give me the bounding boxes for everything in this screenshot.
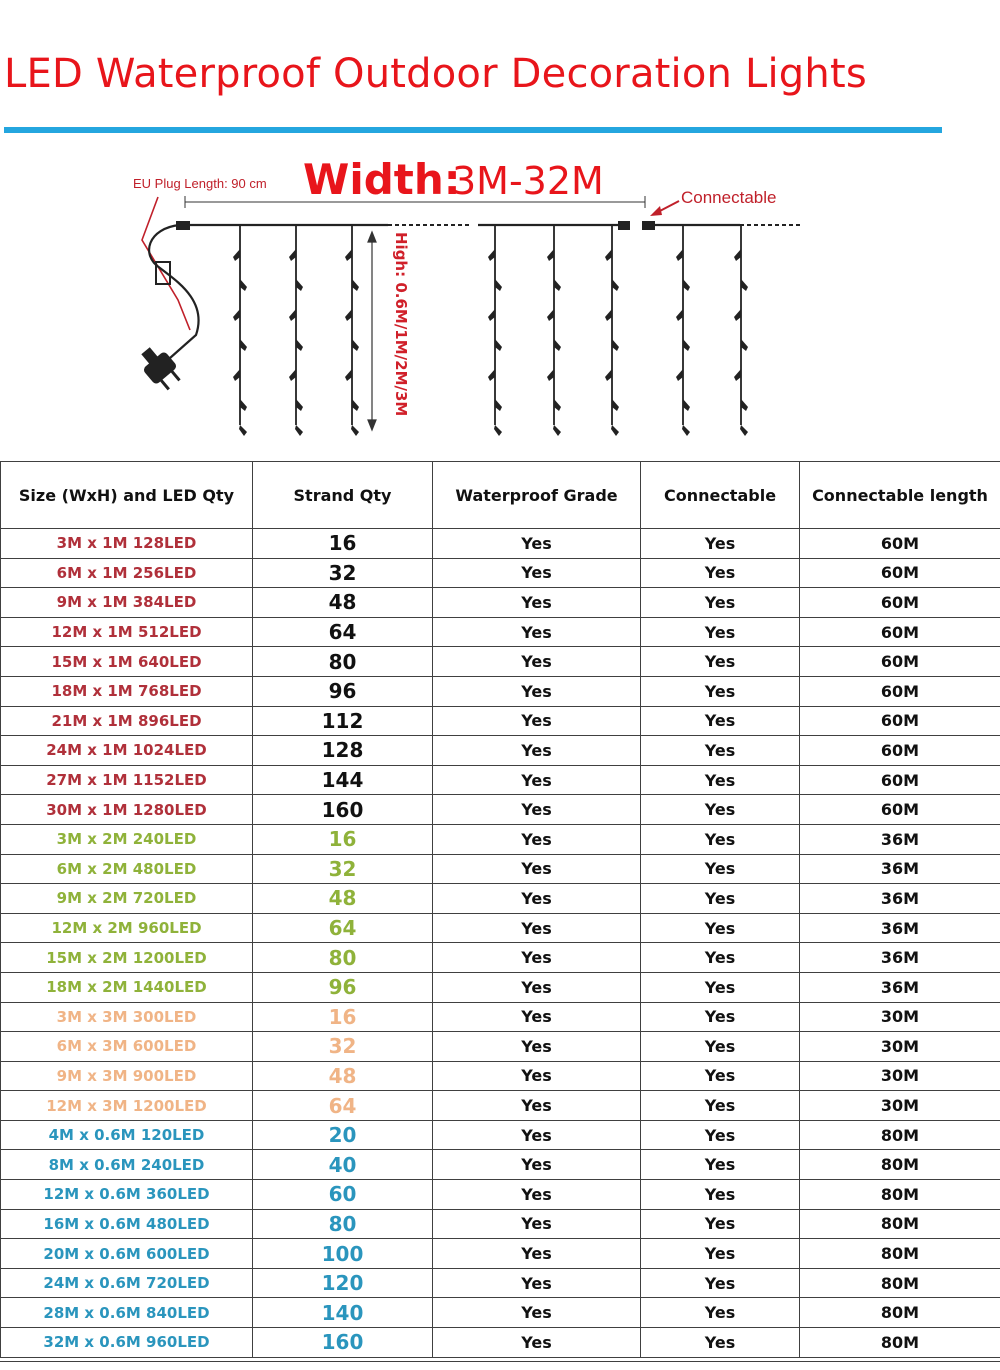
connectable-length-cell: 30M [800, 1032, 1000, 1062]
strand-qty-cell: 40 [253, 1150, 433, 1180]
table-row [1, 854, 1000, 884]
led-bulb-icon [488, 309, 495, 321]
table-row [1, 676, 1000, 706]
table-row [1, 1032, 1000, 1062]
waterproof-cell: Yes [433, 1180, 641, 1210]
led-bulb-icon [289, 249, 296, 261]
table-row [1, 588, 1000, 618]
plug-connector [176, 221, 190, 230]
led-bulb-icon [676, 369, 683, 381]
waterproof-cell: Yes [433, 558, 641, 588]
led-bulb-icon [289, 309, 296, 321]
waterproof-cell: Yes [433, 1091, 641, 1121]
strand-qty-cell: 32 [253, 558, 433, 588]
connectable-cell: Yes [641, 1091, 800, 1121]
connectable-cell: Yes [641, 617, 800, 647]
connectable-cell: Yes [641, 913, 800, 943]
led-bulb-icon [553, 425, 561, 436]
page-title: LED Waterproof Outdoor Decoration Lights [4, 48, 867, 100]
connectable-length-cell: 60M [800, 617, 1000, 647]
connectable-cell: Yes [641, 824, 800, 854]
strand-qty-cell: 64 [253, 1091, 433, 1121]
led-bulb-icon [352, 339, 359, 351]
connector-icon [618, 221, 655, 230]
connectable-length-cell: 60M [800, 736, 1000, 766]
power-cable [149, 225, 198, 358]
connectable-length-cell: 80M [800, 1298, 1000, 1328]
column-header-connectable-length: Connectable length [800, 462, 1000, 529]
strand-qty-cell: 140 [253, 1298, 433, 1328]
waterproof-cell: Yes [433, 1061, 641, 1091]
connectable-length-cell: 80M [800, 1180, 1000, 1210]
connectable-cell: Yes [641, 1061, 800, 1091]
strand-qty-cell: 144 [253, 765, 433, 795]
led-bulb-icon [345, 309, 352, 321]
connectable-cell: Yes [641, 765, 800, 795]
led-bulb-icon [612, 399, 619, 411]
connectable-cell: Yes [641, 588, 800, 618]
size-cell: 3M x 3M 300LED [1, 1002, 253, 1032]
size-cell: 8M x 0.6M 240LED [1, 1150, 253, 1180]
waterproof-cell: Yes [433, 765, 641, 795]
connectable-length-cell: 36M [800, 913, 1000, 943]
table-row [1, 1180, 1000, 1210]
connectable-cell: Yes [641, 529, 800, 559]
led-bulb-icon [240, 339, 247, 351]
strand-qty-cell: 80 [253, 1209, 433, 1239]
table-row [1, 617, 1000, 647]
led-bulb-icon [554, 399, 561, 411]
connectable-length-cell: 80M [800, 1209, 1000, 1239]
strand-qty-cell: 60 [253, 1180, 433, 1210]
led-bulb-icon [734, 249, 741, 261]
led-bulb-icon [741, 399, 748, 411]
connectable-length-cell: 60M [800, 529, 1000, 559]
table-row [1, 824, 1000, 854]
column-header-strand-qty: Strand Qty [253, 462, 433, 529]
connectable-cell: Yes [641, 1150, 800, 1180]
connectable-length-cell: 80M [800, 1120, 1000, 1150]
led-bulb-icon [352, 399, 359, 411]
led-bulb-icon [547, 309, 554, 321]
connectable-length-cell: 80M [800, 1150, 1000, 1180]
waterproof-cell: Yes [433, 1268, 641, 1298]
led-bulb-icon [611, 425, 619, 436]
led-bulb-icon [289, 369, 296, 381]
strand-qty-cell: 20 [253, 1120, 433, 1150]
strand-qty-cell: 16 [253, 824, 433, 854]
size-cell: 9M x 2M 720LED [1, 884, 253, 914]
table-row [1, 1298, 1000, 1328]
strand-qty-cell: 128 [253, 736, 433, 766]
led-bulb-icon [296, 279, 303, 291]
waterproof-cell: Yes [433, 1002, 641, 1032]
led-bulb-icon [683, 339, 690, 351]
table-row [1, 1061, 1000, 1091]
waterproof-cell: Yes [433, 1032, 641, 1062]
strand-qty-cell: 48 [253, 588, 433, 618]
table-row [1, 529, 1000, 559]
connectable-length-cell: 36M [800, 854, 1000, 884]
connectable-cell: Yes [641, 1120, 800, 1150]
table-row [1, 972, 1000, 1002]
size-cell: 4M x 0.6M 120LED [1, 1120, 253, 1150]
connectable-length-cell: 60M [800, 558, 1000, 588]
strand-qty-cell: 32 [253, 1032, 433, 1062]
size-cell: 16M x 0.6M 480LED [1, 1209, 253, 1239]
size-cell: 6M x 3M 600LED [1, 1032, 253, 1062]
waterproof-cell: Yes [433, 617, 641, 647]
column-header-size: Size (WxH) and LED Qty [1, 462, 253, 529]
led-bulb-icon [682, 425, 690, 436]
led-bulb-icon [547, 249, 554, 261]
waterproof-cell: Yes [433, 1150, 641, 1180]
led-bulb-icon [612, 279, 619, 291]
connectable-cell: Yes [641, 647, 800, 677]
size-cell: 15M x 1M 640LED [1, 647, 253, 677]
waterproof-cell: Yes [433, 1209, 641, 1239]
waterproof-cell: Yes [433, 676, 641, 706]
connectable-cell: Yes [641, 706, 800, 736]
size-cell: 27M x 1M 1152LED [1, 765, 253, 795]
led-bulb-icon [676, 249, 683, 261]
led-bulb-icon [605, 309, 612, 321]
connectable-length-cell: 60M [800, 647, 1000, 677]
led-bulb-icon [547, 369, 554, 381]
waterproof-cell: Yes [433, 1120, 641, 1150]
size-cell: 12M x 1M 512LED [1, 617, 253, 647]
waterproof-cell: Yes [433, 824, 641, 854]
strand-qty-cell: 112 [253, 706, 433, 736]
size-cell: 12M x 3M 1200LED [1, 1091, 253, 1121]
size-cell: 30M x 1M 1280LED [1, 795, 253, 825]
connectable-length-cell: 30M [800, 1061, 1000, 1091]
size-cell: 9M x 1M 384LED [1, 588, 253, 618]
strand-qty-cell: 48 [253, 884, 433, 914]
connectable-cell: Yes [641, 1180, 800, 1210]
strand-qty-cell: 64 [253, 617, 433, 647]
strand-qty-cell: 64 [253, 913, 433, 943]
connectable-length-cell: 80M [800, 1268, 1000, 1298]
led-bulb-icon [734, 369, 741, 381]
size-cell: 9M x 3M 900LED [1, 1061, 253, 1091]
connectable-label: Connectable [681, 188, 776, 207]
connectable-length-cell: 80M [800, 1239, 1000, 1269]
waterproof-cell: Yes [433, 529, 641, 559]
waterproof-cell: Yes [433, 1328, 641, 1358]
size-cell: 3M x 2M 240LED [1, 824, 253, 854]
table-row [1, 1120, 1000, 1150]
led-bulb-icon [494, 425, 502, 436]
led-bulb-icon [352, 279, 359, 291]
strand-qty-cell: 48 [253, 1061, 433, 1091]
connectable-length-cell: 60M [800, 588, 1000, 618]
connectable-length-cell: 60M [800, 765, 1000, 795]
connectable-cell: Yes [641, 884, 800, 914]
size-cell: 15M x 2M 1200LED [1, 943, 253, 973]
waterproof-cell: Yes [433, 854, 641, 884]
led-bulb-icon [296, 339, 303, 351]
size-cell: 20M x 0.6M 600LED [1, 1239, 253, 1269]
waterproof-cell: Yes [433, 1298, 641, 1328]
led-bulb-icon [240, 399, 247, 411]
strand-qty-cell: 100 [253, 1239, 433, 1269]
strand-qty-cell: 96 [253, 972, 433, 1002]
connectable-length-cell: 60M [800, 706, 1000, 736]
strand-qty-cell: 16 [253, 1002, 433, 1032]
connectable-cell: Yes [641, 1328, 800, 1358]
led-bulb-icon [239, 425, 247, 436]
connectable-length-cell: 60M [800, 795, 1000, 825]
waterproof-cell: Yes [433, 1239, 641, 1269]
table-row [1, 1002, 1000, 1032]
led-bulb-icon [296, 399, 303, 411]
waterproof-cell: Yes [433, 943, 641, 973]
size-cell: 32M x 0.6M 960LED [1, 1328, 253, 1358]
size-cell: 28M x 0.6M 840LED [1, 1298, 253, 1328]
strand-qty-cell: 32 [253, 854, 433, 884]
table-row [1, 647, 1000, 677]
led-bulb-icon [495, 399, 502, 411]
size-cell: 18M x 2M 1440LED [1, 972, 253, 1002]
waterproof-cell: Yes [433, 884, 641, 914]
table-row [1, 1150, 1000, 1180]
width-label: Width: [303, 155, 461, 204]
table-row [1, 765, 1000, 795]
strand-qty-cell: 80 [253, 647, 433, 677]
connectable-arrowhead-icon [650, 206, 662, 216]
column-header-connectable: Connectable [641, 462, 800, 529]
size-cell: 12M x 2M 960LED [1, 913, 253, 943]
waterproof-cell: Yes [433, 706, 641, 736]
led-bulb-icon [554, 279, 561, 291]
led-bulb-icon [233, 309, 240, 321]
led-bulb-icon [740, 425, 748, 436]
connectable-cell: Yes [641, 736, 800, 766]
table-row [1, 1268, 1000, 1298]
led-bulb-icon [683, 399, 690, 411]
table-row [1, 1239, 1000, 1269]
waterproof-cell: Yes [433, 736, 641, 766]
waterproof-cell: Yes [433, 795, 641, 825]
size-cell: 21M x 1M 896LED [1, 706, 253, 736]
size-cell: 24M x 1M 1024LED [1, 736, 253, 766]
table-row [1, 1328, 1000, 1358]
connectable-length-cell: 36M [800, 943, 1000, 973]
table-row [1, 913, 1000, 943]
height-dimension-line [368, 232, 376, 430]
led-bulb-icon [741, 339, 748, 351]
plug-length-label: EU Plug Length: 90 cm [133, 176, 267, 191]
connectable-cell: Yes [641, 795, 800, 825]
led-bulb-icon [345, 249, 352, 261]
led-bulb-icon [605, 369, 612, 381]
led-bulb-icon [295, 425, 303, 436]
title-divider [4, 127, 942, 133]
led-bulb-icon [612, 339, 619, 351]
led-bulb-icon [351, 425, 359, 436]
strand-qty-cell: 160 [253, 795, 433, 825]
size-cell: 6M x 1M 256LED [1, 558, 253, 588]
size-cell: 6M x 2M 480LED [1, 854, 253, 884]
size-cell: 24M x 0.6M 720LED [1, 1268, 253, 1298]
table-row [1, 706, 1000, 736]
connectable-cell: Yes [641, 1268, 800, 1298]
table-row [1, 943, 1000, 973]
connectable-cell: Yes [641, 1209, 800, 1239]
connectable-cell: Yes [641, 943, 800, 973]
led-bulb-icon [345, 369, 352, 381]
table-row [1, 795, 1000, 825]
width-value: 3M-32M [452, 159, 604, 203]
led-bulb-icon [240, 279, 247, 291]
led-bulb-icon [495, 279, 502, 291]
eu-plug-icon [135, 342, 185, 394]
connectable-length-cell: 60M [800, 676, 1000, 706]
waterproof-cell: Yes [433, 972, 641, 1002]
size-cell: 12M x 0.6M 360LED [1, 1180, 253, 1210]
led-bulb-icon [683, 279, 690, 291]
connectable-cell: Yes [641, 1032, 800, 1062]
column-header-waterproof: Waterproof Grade [433, 462, 641, 529]
size-cell: 3M x 1M 128LED [1, 529, 253, 559]
strand-qty-cell: 16 [253, 529, 433, 559]
table-row [1, 1091, 1000, 1121]
led-bulb-icon [488, 249, 495, 261]
table-row [1, 558, 1000, 588]
waterproof-cell: Yes [433, 647, 641, 677]
connectable-cell: Yes [641, 1002, 800, 1032]
waterproof-cell: Yes [433, 913, 641, 943]
height-label: High: 0.6M/1M/2M/3M [392, 232, 410, 416]
connectable-cell: Yes [641, 676, 800, 706]
led-bulb-icon [554, 339, 561, 351]
connectable-cell: Yes [641, 1239, 800, 1269]
connectable-cell: Yes [641, 1298, 800, 1328]
table-header-row [1, 462, 1000, 529]
light-strands [233, 225, 748, 436]
strand-qty-cell: 160 [253, 1328, 433, 1358]
plug-pointer-line [142, 197, 190, 330]
connectable-cell: Yes [641, 558, 800, 588]
led-bulb-icon [741, 279, 748, 291]
led-bulb-icon [734, 309, 741, 321]
strand-qty-cell: 96 [253, 676, 433, 706]
led-bulb-icon [233, 249, 240, 261]
connectable-length-cell: 30M [800, 1091, 1000, 1121]
table-row [1, 736, 1000, 766]
strand-qty-cell: 120 [253, 1268, 433, 1298]
table-row [1, 1209, 1000, 1239]
led-bulb-icon [488, 369, 495, 381]
connectable-length-cell: 80M [800, 1328, 1000, 1358]
table-row [1, 884, 1000, 914]
connectable-length-cell: 30M [800, 1002, 1000, 1032]
connectable-cell: Yes [641, 854, 800, 884]
connectable-length-cell: 36M [800, 884, 1000, 914]
led-bulb-icon [495, 339, 502, 351]
led-bulb-icon [605, 249, 612, 261]
spec-table [0, 461, 1000, 1358]
led-bulb-icon [676, 309, 683, 321]
size-cell: 18M x 1M 768LED [1, 676, 253, 706]
connectable-length-cell: 36M [800, 972, 1000, 1002]
waterproof-cell: Yes [433, 588, 641, 618]
connectable-length-cell: 36M [800, 824, 1000, 854]
strand-qty-cell: 80 [253, 943, 433, 973]
connectable-cell: Yes [641, 972, 800, 1002]
product-diagram [0, 150, 1000, 455]
led-bulb-icon [233, 369, 240, 381]
